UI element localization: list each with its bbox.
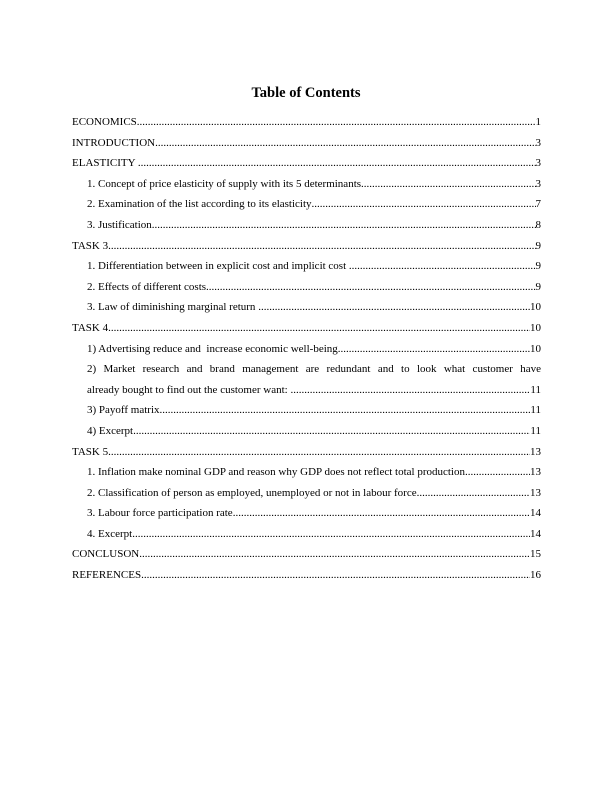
toc-entry-label: 4. Excerpt: [87, 527, 133, 540]
toc-page-number: 11: [530, 404, 541, 417]
toc-page-number: 3: [535, 157, 541, 170]
dot-leader: [141, 565, 530, 586]
toc-entry-task-4[interactable]: [72, 318, 541, 339]
toc-page-number: 14: [530, 507, 541, 520]
toc-page-number: 13: [530, 486, 541, 499]
dot-leader: [258, 297, 530, 318]
toc-entry-classification[interactable]: [72, 483, 541, 504]
dot-leader: [417, 483, 530, 504]
toc-entry-label: 1. Differentiation between in explicit cost and implicit cost: [87, 260, 349, 273]
toc-entry-label-line-1: 2) Market research and brand management are redundant and to look what customer have: [87, 363, 541, 376]
toc-entry-label: 3) Payoff matrix: [87, 404, 160, 417]
toc-page-number: 14: [530, 527, 541, 540]
dot-leader: [137, 112, 536, 133]
toc-page-number: 13: [530, 466, 541, 479]
toc-entry-introduction[interactable]: [72, 133, 541, 154]
toc-entry-price-elasticity[interactable]: [72, 174, 541, 195]
dot-leader: [132, 524, 530, 545]
dot-leader: [108, 236, 535, 257]
dot-leader: [133, 421, 530, 442]
dot-leader: [139, 544, 530, 565]
toc-page-number: 9: [535, 280, 541, 293]
toc-entry-label: TASK 3: [72, 239, 109, 252]
dot-leader: [349, 256, 536, 277]
toc-entry-justification[interactable]: [72, 215, 541, 236]
toc-entry-elasticity[interactable]: [72, 153, 541, 174]
toc-page-number: 11: [530, 383, 541, 396]
toc-entry-label: 2. Effects of different costs: [87, 280, 207, 293]
toc-entry-excerpt-task-4[interactable]: [72, 421, 541, 442]
dot-leader: [108, 442, 530, 463]
dot-leader: [108, 318, 530, 339]
dot-leader: [233, 503, 530, 524]
toc-entry-label: 4) Excerpt: [87, 424, 134, 437]
toc-page-number: 16: [530, 569, 541, 582]
toc-page-number: 7: [535, 198, 541, 211]
toc-page-number: 9: [535, 239, 541, 252]
dot-leader: [312, 194, 536, 215]
toc-page-number: 10: [530, 342, 541, 355]
toc-entry-economics[interactable]: [72, 112, 541, 133]
toc-page-number: 13: [530, 445, 541, 458]
toc-page-number: 1: [535, 116, 541, 128]
toc-entry-label: TASK 4: [72, 321, 109, 334]
toc-entry-label: ELASTICITY: [72, 157, 138, 170]
toc-page-number: 10: [530, 301, 541, 314]
toc-entry-excerpt-task-5[interactable]: [72, 524, 541, 545]
toc-entry-label: TASK 5: [72, 445, 109, 458]
dot-leader: [160, 400, 531, 421]
toc-entry-label-line-2: already bought to find out the customer want:: [87, 383, 291, 396]
dot-leader: [152, 215, 536, 236]
toc-page-number: 8: [535, 218, 541, 231]
toc-entry-examination[interactable]: [72, 194, 541, 215]
toc-entry-label: 3. Justification: [87, 218, 152, 231]
dot-leader: [290, 380, 530, 401]
toc-entry-label: CONCLUSON: [72, 548, 140, 561]
toc-page-number: 9: [535, 260, 541, 273]
toc-entry-label: INTRODUCTION: [72, 136, 156, 149]
dot-leader: [138, 153, 536, 174]
dot-leader: [361, 174, 535, 195]
toc-entry-label: 3. Law of diminishing marginal return: [87, 301, 259, 314]
toc-entry-references[interactable]: [72, 565, 541, 586]
toc-entry-conclusion[interactable]: [72, 544, 541, 565]
page-title: Table of Contents: [251, 85, 361, 101]
toc-entry-label: ECONOMICS: [72, 116, 137, 128]
toc-entry-diminishing-return[interactable]: [72, 297, 541, 318]
toc-entry-inflation-gdp[interactable]: [72, 462, 541, 483]
toc-entry-participation-rate[interactable]: [72, 503, 541, 524]
toc-entry-explicit-implicit-cost[interactable]: [72, 256, 541, 277]
toc-page-number: 3: [535, 177, 541, 190]
toc-entry-payoff-matrix[interactable]: [72, 400, 541, 421]
toc-entry-label: 2. Classification of person as employed, unemployed or not in labour force: [87, 486, 417, 499]
toc-entry-label: 3. Labour force participation rate: [87, 507, 233, 520]
table-of-contents: [72, 112, 541, 586]
toc-entry-line-2: [87, 380, 541, 401]
dot-leader: [465, 462, 530, 483]
toc-entry-label: 1) Advertising reduce and increase economic well-being: [87, 342, 338, 355]
toc-page-number: 10: [530, 321, 541, 334]
toc-page-number: 3: [535, 136, 541, 149]
toc-entry-label: 1. Inflation make nominal GDP and reason why GDP does not reflect total production: [87, 466, 465, 479]
dot-leader: [206, 277, 535, 298]
toc-entry-label: REFERENCES: [72, 569, 142, 582]
toc-entry-advertising[interactable]: [72, 339, 541, 360]
toc-page-number: 15: [530, 548, 541, 561]
toc-entry-effects-of-costs[interactable]: [72, 277, 541, 298]
dot-leader: [338, 339, 530, 360]
toc-entry-task-3[interactable]: [72, 236, 541, 257]
toc-entry-market-research[interactable]: [72, 359, 541, 400]
toc-entry-task-5[interactable]: [72, 442, 541, 463]
toc-entry-label: 2. Examination of the list according to its elasticity: [87, 198, 312, 211]
toc-page-number: 11: [530, 424, 541, 437]
toc-entry-label: 1. Concept of price elasticity of supply with its 5 determinants: [87, 177, 362, 190]
dot-leader: [155, 133, 535, 154]
